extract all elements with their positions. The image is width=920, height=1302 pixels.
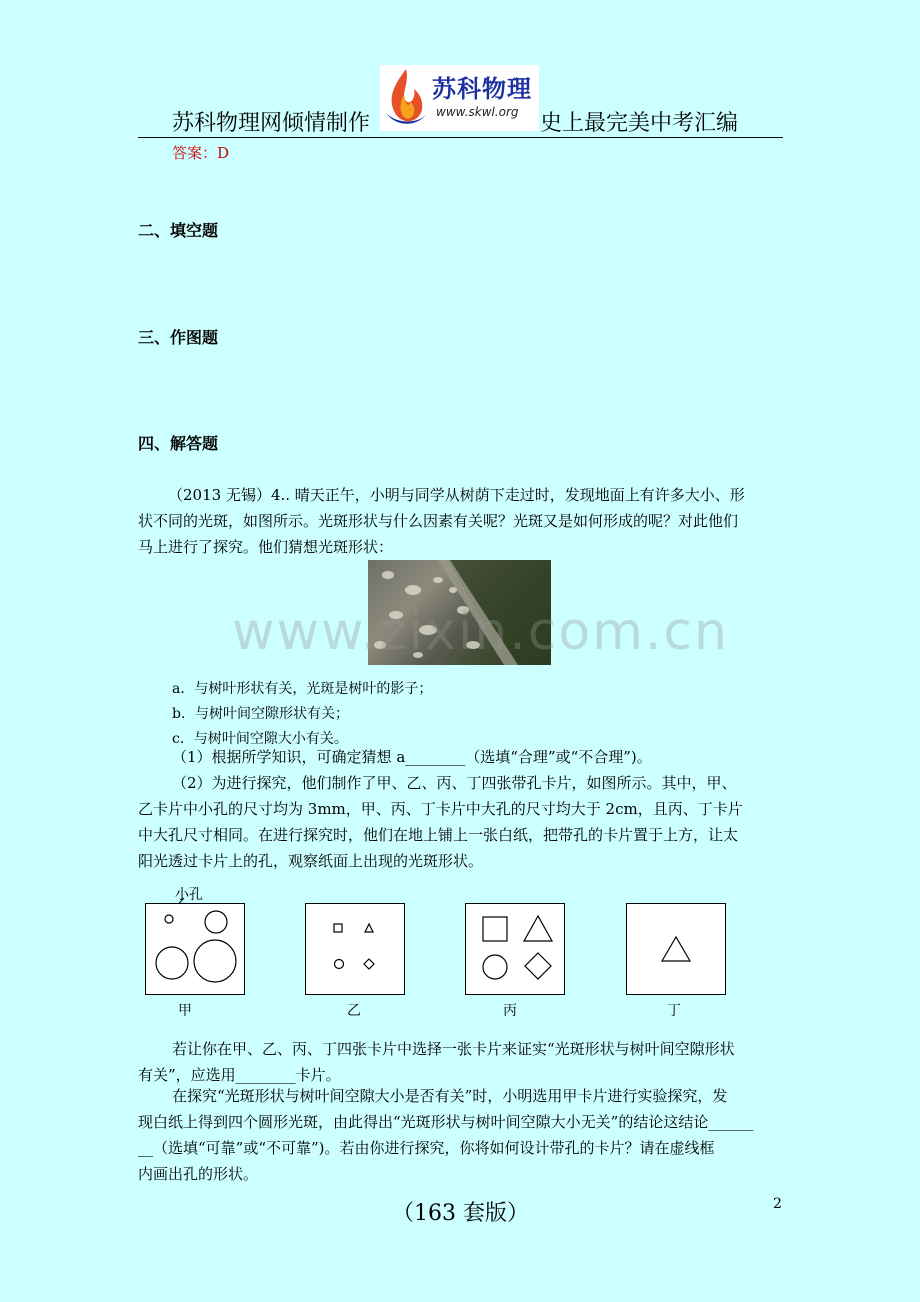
hypothesis-c: c．与树叶间空隙大小有关。 (172, 731, 348, 747)
logo-brand-text: 苏科物理 (432, 75, 532, 103)
page-number: 2 (773, 1196, 782, 1212)
follow2-line-2: 现白纸上得到四个圆形光斑，由此得出“光斑形状与树叶间空隙大小无关”的结论这结论______ (138, 1113, 754, 1131)
logo-url-text: www.skwl.org (436, 105, 519, 119)
intro-line-2: 状不同的光斑，如图所示。光斑形状与什么因素有关呢？光斑又是如何形成的呢？对此他们 (138, 512, 739, 530)
part1-line: （1）根据所学知识，可确定猜想 a________（选填“合理”或“不合理”)。 (172, 748, 652, 766)
card-label-bing: 丙 (503, 1003, 517, 1019)
answer-line: 答案：D (172, 144, 230, 162)
header-left-title: 苏科物理网倾情制作 (172, 111, 371, 136)
card-jia (145, 903, 245, 995)
follow2-line-4: 内画出孔的形状。 (138, 1165, 259, 1183)
follow-up-1 (138, 1036, 783, 1088)
part2-line-1: （2）为进行探究，他们制作了甲、乙、丙、丁四张带孔卡片，如图所示。其中，甲、 (172, 774, 737, 792)
section-solve: 四、解答题 (138, 434, 219, 453)
question-parts (138, 744, 783, 874)
card-label-jia: 甲 (178, 1003, 192, 1019)
follow-up-2 (138, 1083, 783, 1187)
intro-line-1: （2013 无锡）4.. 晴天正午，小明与同学从树荫下走过时，发现地面上有许多大小、形 (168, 486, 745, 504)
site-logo (380, 65, 539, 131)
follow2-line-1: 在探究“光斑形状与树叶间空隙大小是否有关”时，小明选用甲卡片进行实验探究，发 (172, 1087, 728, 1105)
follow1-line-2: 有关”，应选用________卡片。 (138, 1066, 341, 1084)
flame-icon (380, 65, 432, 131)
small-hole-label: 小孔 (175, 887, 203, 903)
section-drawing: 三、作图题 (138, 328, 219, 347)
hypothesis-a: a．与树叶形状有关，光斑是树叶的影子； (172, 681, 433, 697)
card-ding (626, 903, 726, 995)
part2-line-4: 阳光透过卡片上的孔，观察纸面上出现的光斑形状。 (138, 852, 484, 870)
part2-line-3: 中大孔尺寸相同。在进行探究时，他们在地上铺上一张白纸，把带孔的卡片置于上方，让太 (138, 826, 739, 844)
section-fill-blank: 二、填空题 (138, 221, 219, 240)
card-label-ding: 丁 (667, 1003, 681, 1019)
card-label-yi: 乙 (347, 1003, 361, 1019)
part2-line-2: 乙卡片中小孔的尺寸均为 3mm，甲、丙、丁卡片中大孔的尺寸均大于 2cm，且丙、丁卡片 (138, 800, 743, 818)
follow1-line-1: 若让你在甲、乙、丙、丁四张卡片中选择一张卡片来证实“光斑形状与树叶间空隙形状 (172, 1040, 735, 1058)
card-bing (465, 903, 565, 995)
header-right-title: 史上最完美中考汇编 (540, 111, 739, 136)
hypothesis-b: b．与树叶间空隙形状有关； (172, 706, 349, 722)
edition-label: （163 套版） (392, 1201, 529, 1226)
card-yi (305, 903, 405, 995)
intro-line-3: 马上进行了探究。他们猜想光斑形状： (138, 538, 394, 556)
follow2-line-3: __（选填“可靠”或“不可靠”)。若由你进行探究，你将如何设计带孔的卡片？请在虚线框 (138, 1139, 715, 1157)
header-divider (138, 137, 783, 138)
question-intro (138, 482, 783, 560)
watermark-text: www.zixin.com.cn (232, 602, 729, 662)
